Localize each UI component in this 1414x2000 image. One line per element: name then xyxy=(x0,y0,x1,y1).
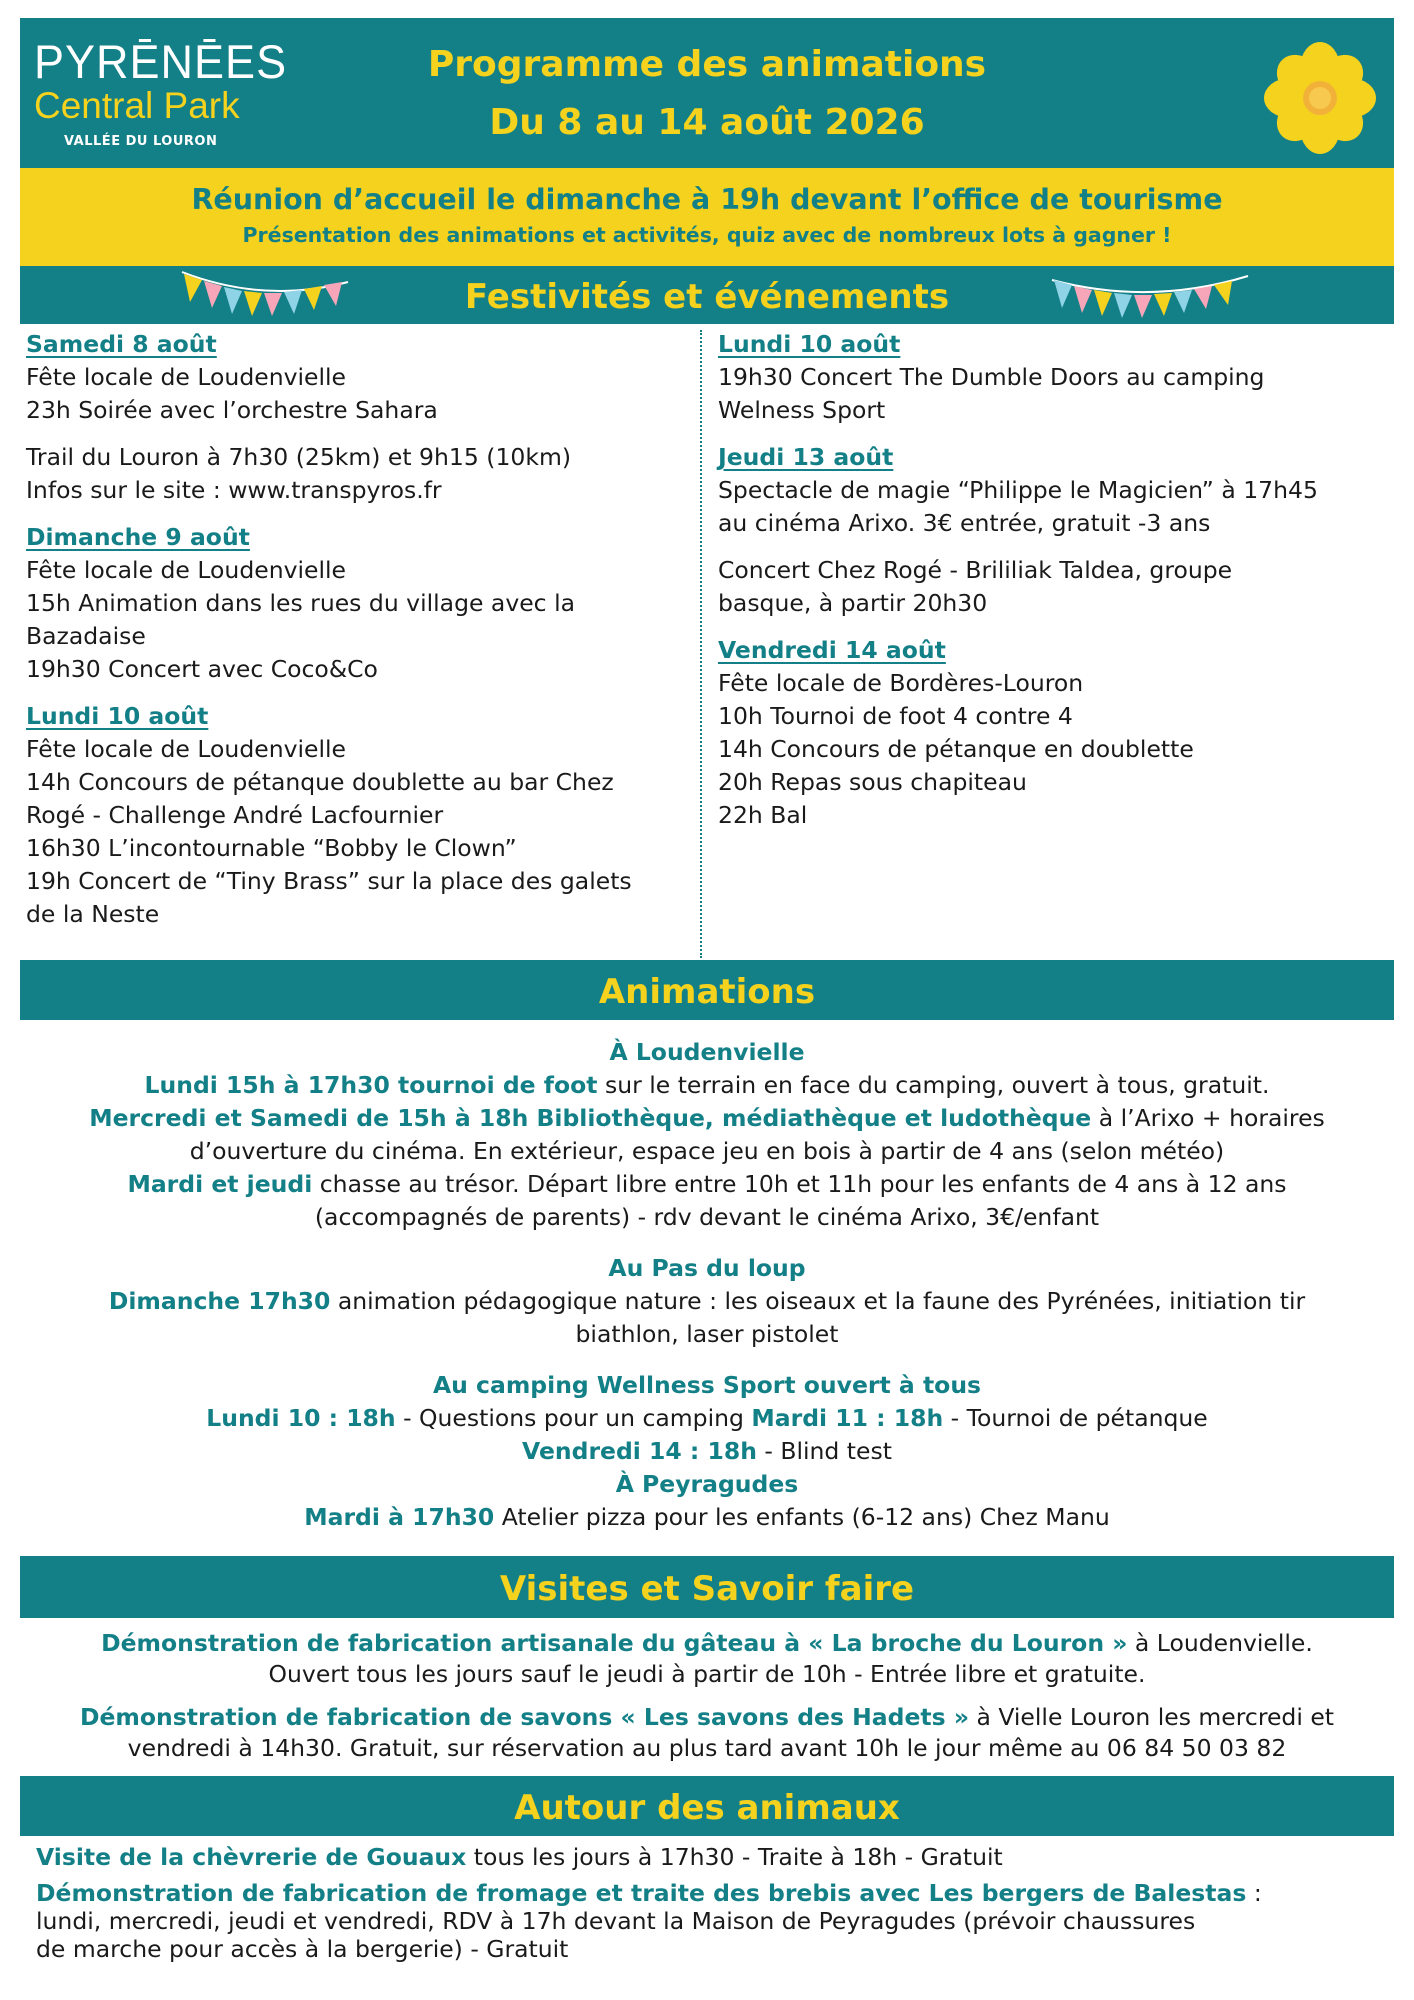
event-day: Lundi 10 août xyxy=(718,330,901,358)
event-day: Jeudi 13 août xyxy=(718,443,894,471)
camping-title: Au camping Wellness Sport ouvert à tous xyxy=(432,1371,982,1399)
visits-section xyxy=(20,1628,1394,1764)
event-block xyxy=(718,554,1398,620)
visits-heading: Visites et Savoir faire xyxy=(20,1556,1394,1618)
animations-heading: Animations xyxy=(20,960,1394,1020)
logo-line1: PYRĒNĒES xyxy=(34,34,288,89)
animals-line-text: tous les jours à 17h30 - Traite à 18h - Gratuit xyxy=(466,1843,1003,1871)
header xyxy=(20,18,1394,168)
event-line: 14h Concours de pétanque doublette au bar Chez xyxy=(26,768,614,796)
animation-line-text: chasse au trésor. Départ libre entre 10h et 11h pour les enfants de 4 ans à 12 ans xyxy=(312,1170,1287,1198)
event-line: 19h Concert de “Tiny Brass” sur la place des galets xyxy=(26,867,632,895)
animation-line xyxy=(20,1168,1394,1201)
animation-line-text: animation pédagogique nature : les oiseaux et la faune des Pyrénées, initiation tir xyxy=(330,1287,1306,1315)
event-line: Spectacle de magie “Philippe le Magicien” à 17h45 xyxy=(718,476,1318,504)
peyragudes-title: À Peyragudes xyxy=(615,1470,799,1498)
visit-line: vendredi à 14h30. Gratuit, sur réservation au plus tard avant 10h le jour même au 06 84 50 03 82 xyxy=(127,1734,1287,1762)
title-line1: Programme des animations xyxy=(427,44,987,85)
event-line: 10h Tournoi de foot 4 contre 4 xyxy=(718,702,1073,730)
banner-line1: Réunion d’accueil le dimanche à 19h devant l’office de tourisme xyxy=(191,183,1223,216)
animation-line-text: à l’Arixo + horaires xyxy=(1091,1104,1325,1132)
visit-line-bold: Démonstration de fabrication de savons « Les savons des Hadets » xyxy=(79,1703,969,1731)
animation-line-bold: Dimanche 17h30 xyxy=(108,1287,331,1315)
animation-line: d’ouverture du cinéma. En extérieur, espace jeu en bois à partir de 4 ans (selon météo) xyxy=(189,1137,1225,1165)
animation-line-text: - Questions pour un camping xyxy=(395,1404,752,1432)
event-line: au cinéma Arixo. 3€ entrée, gratuit -3 ans xyxy=(718,509,1211,537)
event-block xyxy=(718,328,1398,427)
animation-line xyxy=(20,1102,1394,1135)
animation-line-text: - Tournoi de pétanque xyxy=(943,1404,1208,1432)
event-line: 19h30 Concert The Dumble Doors au camping xyxy=(718,363,1265,391)
visit-line-text: à Vielle Louron les mercredi et xyxy=(969,1703,1335,1731)
animation-line-text: Atelier pizza pour les enfants (6-12 ans) Chez Manu xyxy=(494,1503,1110,1531)
event-line: Bazadaise xyxy=(26,622,146,650)
visit-line xyxy=(20,1628,1394,1659)
animals-line xyxy=(36,1843,1376,1871)
animation-line-bold: Lundi 10 : 18h xyxy=(206,1404,396,1432)
animation-line xyxy=(20,1069,1394,1102)
animals-section xyxy=(36,1843,1376,1963)
loudenvielle-title: À Loudenvielle xyxy=(609,1038,805,1066)
event-line: 15h Animation dans les rues du village avec la xyxy=(26,589,576,617)
visit-line: Ouvert tous les jours sauf le jeudi à partir de 10h - Entrée libre et gratuite. xyxy=(268,1660,1146,1688)
visit-line-bold: Démonstration de fabrication artisanale du gâteau à « La broche du Louron » xyxy=(101,1629,1128,1657)
animation-line-text: sur le terrain en face du camping, ouvert à tous, gratuit. xyxy=(597,1071,1270,1099)
animation-line xyxy=(20,1402,1394,1435)
festivities-heading: Festivités et événements xyxy=(20,266,1394,324)
animals-line: de marche pour accès à la bergerie) - Gratuit xyxy=(36,1935,569,1963)
event-block xyxy=(26,441,686,507)
animation-line: biathlon, laser pistolet xyxy=(575,1320,839,1348)
animals-heading: Autour des animaux xyxy=(20,1776,1394,1836)
event-line: 23h Soirée avec l’orchestre Sahara xyxy=(26,396,438,424)
event-line: Fête locale de Loudenvielle xyxy=(26,556,346,584)
festivities-right-column xyxy=(718,328,1398,846)
animation-line xyxy=(20,1435,1394,1468)
flower-icon xyxy=(1260,38,1380,158)
event-line: Concert Chez Rogé - Brililiak Taldea, groupe xyxy=(718,556,1233,584)
title-line2: Du 8 au 14 août 2026 xyxy=(489,102,925,143)
animation-line-bold: Mardi et jeudi xyxy=(127,1170,313,1198)
visit-line-text: à Loudenvielle. xyxy=(1127,1629,1313,1657)
animation-line-bold: Vendredi 14 : 18h xyxy=(522,1437,757,1465)
event-line: 19h30 Concert avec Coco&Co xyxy=(26,655,378,683)
event-block xyxy=(718,441,1398,540)
animals-line-bold: Visite de la chèvrerie de Gouaux xyxy=(36,1843,467,1871)
bunting-right-icon xyxy=(1050,268,1250,328)
pas-du-loup-title: Au Pas du loup xyxy=(608,1254,806,1282)
animals-line: lundi, mercredi, jeudi et vendredi, RDV à 17h devant la Maison de Peyragudes (prévoir chaussures xyxy=(36,1907,1196,1935)
animation-line xyxy=(20,1285,1394,1318)
event-line: Infos sur le site : www.transpyros.fr xyxy=(26,476,442,504)
event-line: Fête locale de Bordères-Louron xyxy=(718,669,1084,697)
animation-line: (accompagnés de parents) - rdv devant le cinéma Arixo, 3€/enfant xyxy=(314,1203,1100,1231)
event-line: de la Neste xyxy=(26,900,160,928)
animation-line-bold: Mercredi et Samedi de 15h à 18h Bibliothèque, médiathèque et ludothèque xyxy=(89,1104,1092,1132)
event-block xyxy=(718,634,1398,832)
event-line: 14h Concours de pétanque en doublette xyxy=(718,735,1194,763)
event-block xyxy=(26,700,686,931)
event-line: Trail du Louron à 7h30 (25km) et 9h15 (10km) xyxy=(26,443,572,471)
column-divider xyxy=(700,330,702,958)
page-title xyxy=(20,36,1394,152)
event-line: Welness Sport xyxy=(718,396,886,424)
bunting-left-icon xyxy=(180,268,350,328)
visit-line xyxy=(20,1702,1394,1733)
animation-line-text: - Blind test xyxy=(756,1437,892,1465)
welcome-banner xyxy=(20,168,1394,266)
animation-line-bold: Mardi 11 : 18h xyxy=(751,1404,944,1432)
event-day: Dimanche 9 août xyxy=(26,523,250,551)
event-line: Fête locale de Loudenvielle xyxy=(26,363,346,391)
event-line: Fête locale de Loudenvielle xyxy=(26,735,346,763)
event-line: 22h Bal xyxy=(718,801,808,829)
animation-line-bold: Lundi 15h à 17h30 tournoi de foot xyxy=(144,1071,598,1099)
event-day: Lundi 10 août xyxy=(26,702,209,730)
banner-line2: Présentation des animations et activités, quiz avec de nombreux lots à gagner ! xyxy=(242,223,1172,247)
event-block xyxy=(26,328,686,427)
animals-line-text: : xyxy=(1246,1879,1262,1907)
animation-line xyxy=(20,1501,1394,1534)
animals-line xyxy=(36,1879,1376,1907)
logo-line2: Central Park xyxy=(34,85,240,126)
animals-line-bold: Démonstration de fabrication de fromage et traite des brebis avec Les bergers de Balestas xyxy=(36,1879,1247,1907)
animation-line-bold: Mardi à 17h30 xyxy=(304,1503,495,1531)
festivities-left-column xyxy=(26,328,686,945)
logo-line3: VALLÉE DU LOURON xyxy=(64,134,218,149)
event-line: Rogé - Challenge André Lacfournier xyxy=(26,801,444,829)
event-block xyxy=(26,521,686,686)
event-day: Samedi 8 août xyxy=(26,330,217,358)
event-line: 16h30 L’incontournable “Bobby le Clown” xyxy=(26,834,517,862)
event-line: 20h Repas sous chapiteau xyxy=(718,768,1027,796)
animations-section xyxy=(20,1036,1394,1534)
event-line: basque, à partir 20h30 xyxy=(718,589,988,617)
event-day: Vendredi 14 août xyxy=(718,636,946,664)
